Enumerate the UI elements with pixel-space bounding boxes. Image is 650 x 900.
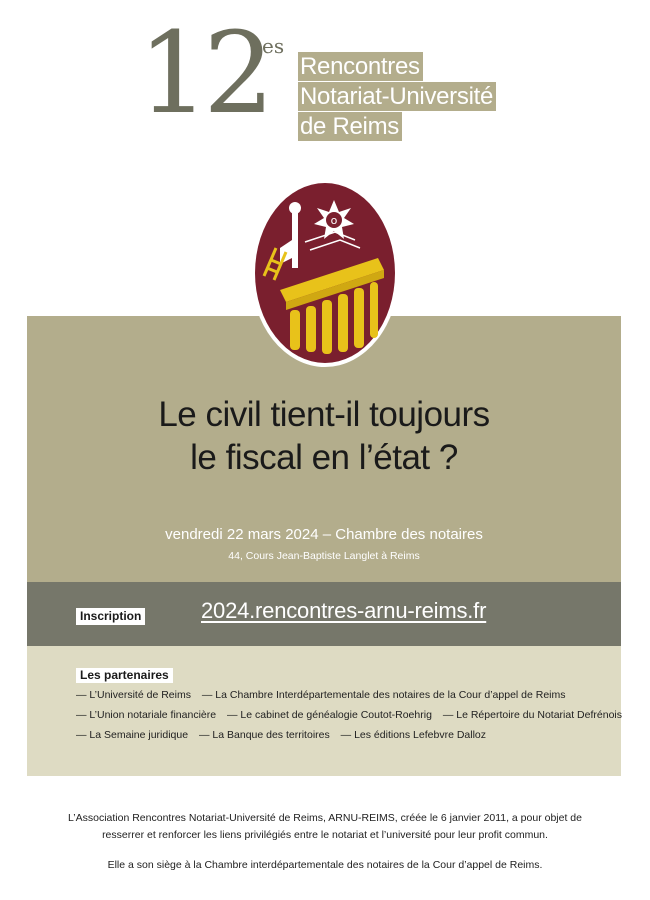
association-description — [60, 810, 590, 844]
event-title — [298, 52, 496, 142]
event-address: 44, Cours Jean-Baptiste Langlet à Reims — [228, 550, 420, 562]
partner-item: — La Banque des territoires — [199, 729, 330, 741]
partner-item: — L’Université de Reims — [76, 689, 191, 701]
partners-row — [76, 709, 630, 721]
partner-item: — L’Union notariale financière — [76, 709, 217, 721]
partner-item: — Les éditions Lefebvre Dalloz — [340, 729, 487, 741]
svg-text:o: o — [330, 214, 338, 227]
registration-link[interactable]: 2024.rencontres-arnu-reims.fr — [201, 598, 487, 623]
description-line-1: L’Association Rencontres Notariat-Université de Reims, ARNU-REIMS, créée le 6 janvier 2011, a pour objet de — [68, 812, 582, 824]
partner-item: — La Chambre Interdépartementale des notaires de la Cour d’appel de Reims — [201, 689, 566, 701]
partners-heading: Les partenaires — [76, 668, 173, 683]
event-date: vendredi 22 mars 2024 – Chambre des notaires — [165, 526, 483, 543]
question-line-1: Le civil tient-il toujours — [158, 395, 490, 434]
event-title-line-1: Rencontres — [298, 52, 423, 81]
description-line-2: resserrer et renforcer les liens privilégiés entre le notariat et l’université pour leur profit commun. — [102, 829, 548, 841]
event-title-line-3: de Reims — [298, 112, 402, 141]
association-seat: Elle a son siège à la Chambre interdépartementale des notaires de la Cour d’appel de Reims. — [107, 859, 543, 871]
partner-item: — Le Répertoire du Notariat Defrénois — [442, 709, 622, 721]
partner-item: — Le cabinet de généalogie Coutot-Roehrig — [227, 709, 432, 721]
question-line-2: le fiscal en l’état ? — [190, 438, 458, 477]
conference-question — [27, 393, 621, 479]
edition-suffix: es — [262, 34, 285, 58]
event-title-line-2: Notariat-Université — [298, 82, 496, 111]
edition-number: 12 — [138, 9, 269, 139]
partners-row — [76, 729, 494, 741]
notarial-emblem-icon — [250, 178, 400, 368]
partners-row — [76, 689, 574, 701]
partner-item: — La Semaine juridique — [76, 729, 189, 741]
registration-label: Inscription — [76, 608, 145, 625]
